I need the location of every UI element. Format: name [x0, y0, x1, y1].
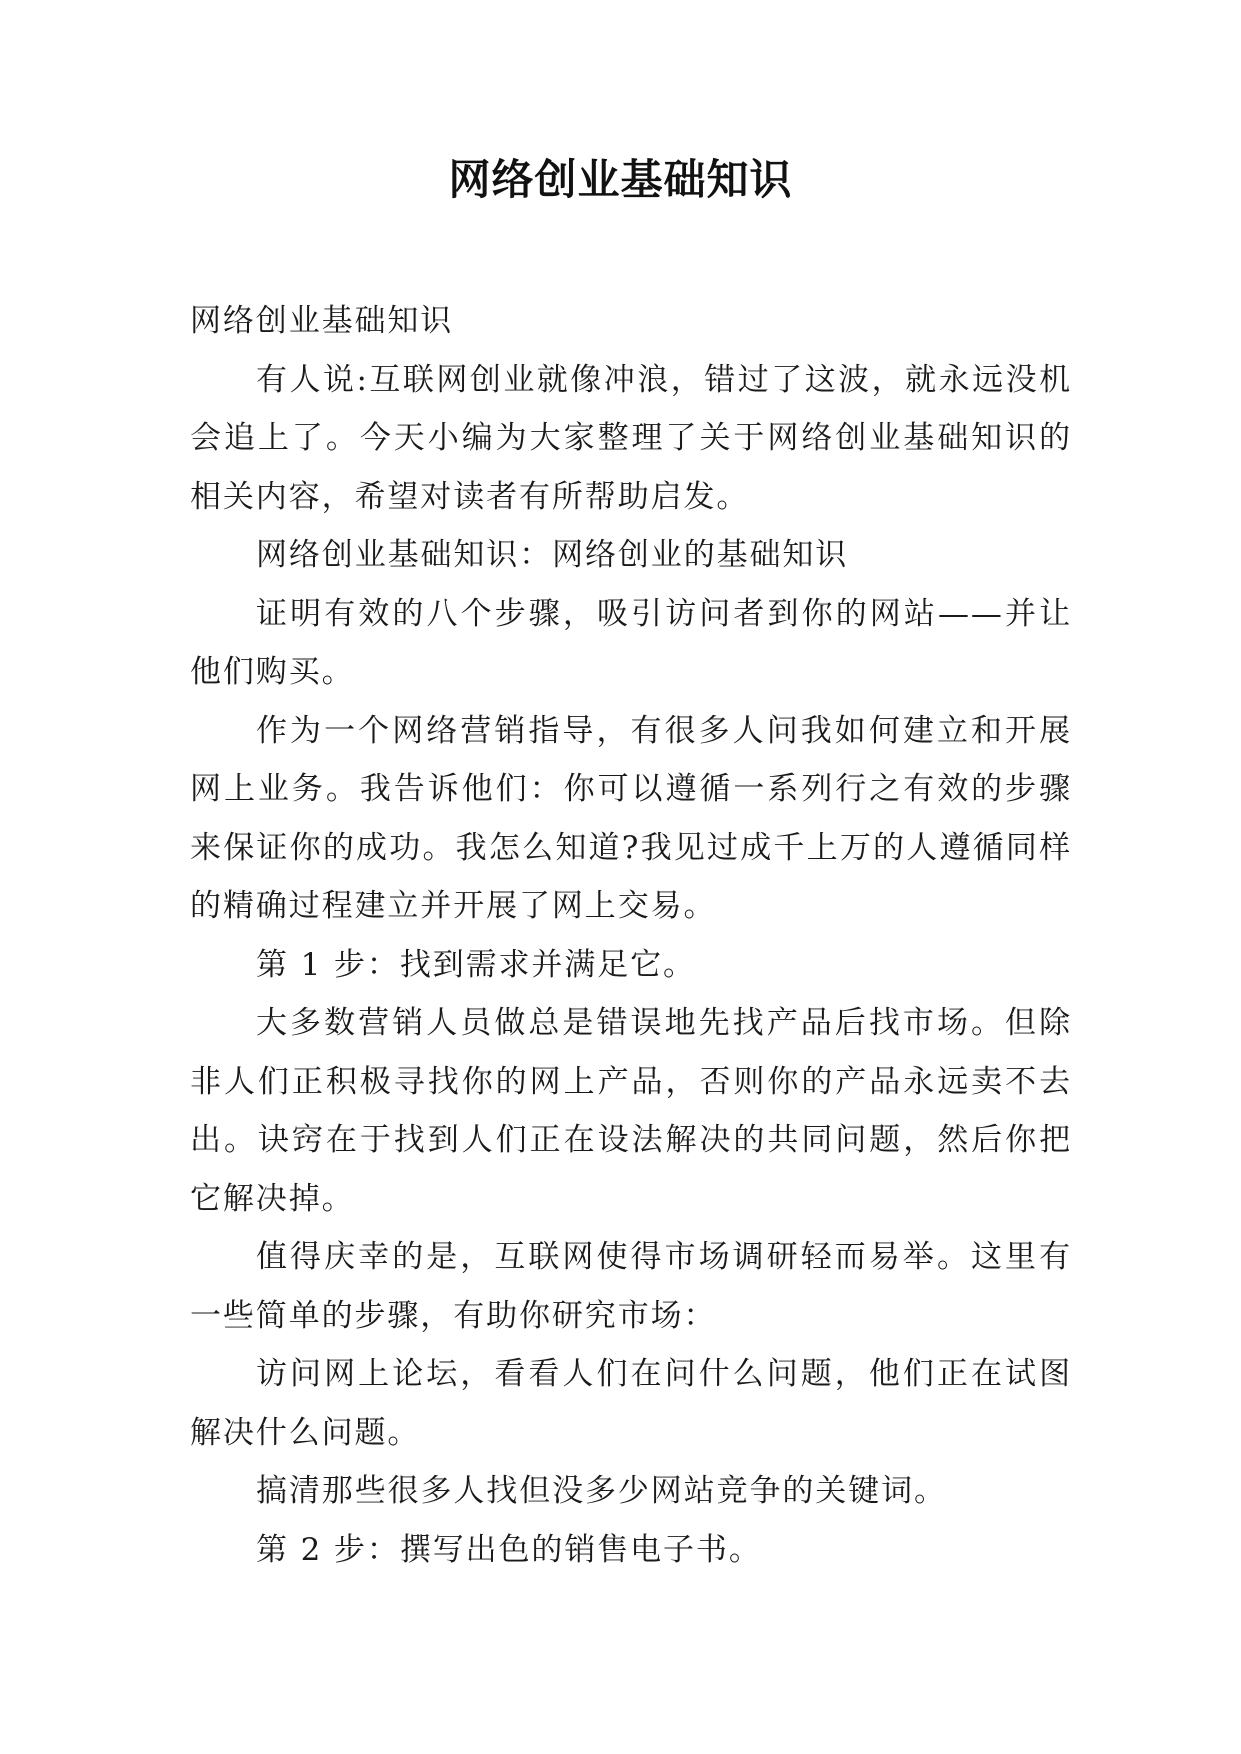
subheading-intro: 网络创业基础知识 — [190, 303, 454, 339]
intro-paragraph: 有人说:互联网创业就像冲浪，错过了这波，就永远没机会追上了。今天小编为大家整理了关于网络创业基础知识的相关内容，希望对读者有所帮助启发。 — [190, 361, 1072, 515]
keyword-tip-paragraph: 搞清那些很多人找但没多少网站竞争的关键词。 — [256, 1473, 947, 1509]
market-research-paragraph: 值得庆幸的是，互联网使得市场调研轻而易举。这里有一些简单的步骤，有助你研究市场： — [190, 1239, 1072, 1334]
guide-paragraph: 作为一个网络营销指导，有很多人问我如何建立和开展网上业务。我告诉他们：你可以遵循一系列行之有效的步骤来保证你的成功。我怎么知道?我见过成千上万的人遵循同样的精确过程建立并开展了网上交易。 — [190, 712, 1072, 924]
market-first-paragraph: 大多数营销人员做总是错误地先找产品后找市场。但除非人们正积极寻找你的网上产品，否则你的产品永远卖不去出。诀窍在于找到人们正在设法解决的共同问题，然后你把它解决掉。 — [190, 1005, 1072, 1217]
eight-steps-paragraph: 证明有效的八个步骤，吸引访问者到你的网站——并让他们购买。 — [190, 595, 1072, 690]
document-title: 网络创业基础知识 — [448, 155, 793, 204]
forum-tip-paragraph: 访问网上论坛，看看人们在问什么问题，他们正在试图解决什么问题。 — [190, 1356, 1072, 1451]
section-heading: 网络创业基础知识：网络创业的基础知识 — [256, 537, 849, 573]
step-1-heading: 第 1 步：找到需求并满足它。 — [256, 946, 696, 983]
document-body — [190, 292, 1072, 1579]
step-2-heading: 第 2 步：撰写出色的销售电子书。 — [256, 1531, 762, 1568]
